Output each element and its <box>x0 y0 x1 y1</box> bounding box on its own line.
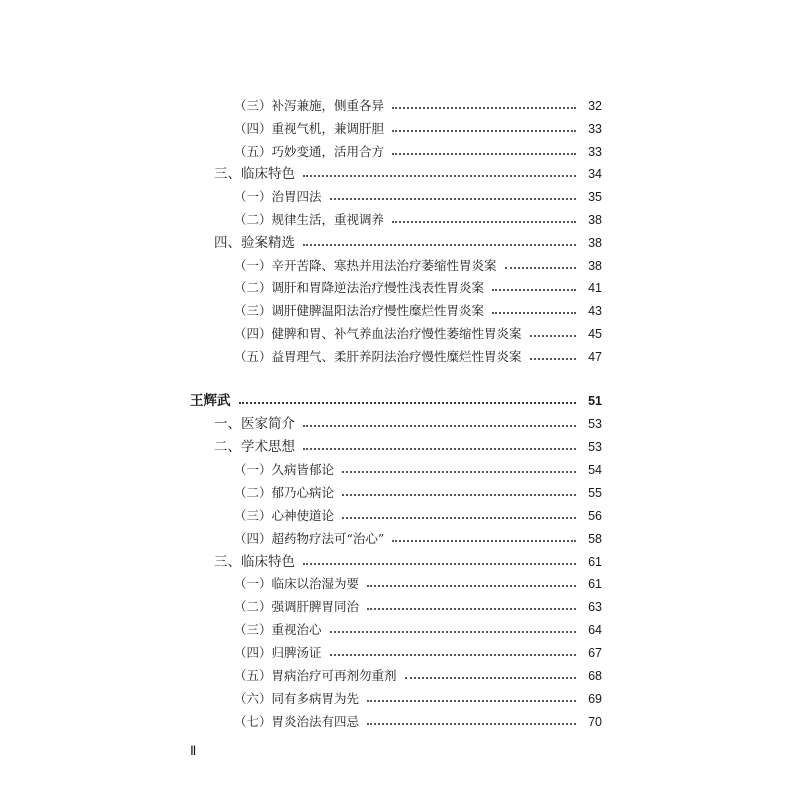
toc-entry-page: 34 <box>588 167 602 181</box>
toc-entry-page: 33 <box>588 122 602 136</box>
toc-entry-page: 69 <box>588 692 602 706</box>
toc-entry-title: （五）胃病治疗可再剂勿重剂 <box>234 668 397 683</box>
toc-entry-title: （二）强调肝脾胃同治 <box>234 599 360 614</box>
toc-entry[interactable] <box>234 574 602 594</box>
leader-dots <box>392 130 576 132</box>
toc-entry-page: 38 <box>588 259 602 273</box>
toc-entry-title: （一）久病皆郁论 <box>234 462 335 477</box>
toc-entry-title: （四）超药物疗法可“治心” <box>234 531 385 546</box>
toc-entry[interactable] <box>234 119 602 139</box>
leader-dots <box>405 677 576 679</box>
toc-entry[interactable] <box>234 256 602 276</box>
leader-dots <box>392 107 576 109</box>
toc-entry[interactable] <box>234 460 602 480</box>
leader-dots <box>392 540 576 542</box>
toc-entry[interactable] <box>234 620 602 640</box>
toc-entry[interactable] <box>234 347 602 367</box>
toc-entry-page: 55 <box>588 486 602 500</box>
toc-entry-title: （七）胃炎治法有四忌 <box>234 714 360 729</box>
toc-entry-page: 43 <box>588 304 602 318</box>
toc-entry[interactable] <box>234 301 602 321</box>
toc-entry[interactable] <box>234 278 602 298</box>
leader-dots <box>367 700 576 702</box>
toc-entry-title: （六）同有多病胃为先 <box>234 691 360 706</box>
toc-entry[interactable] <box>214 552 602 572</box>
toc-entry-title: （一）临床以治湿为要 <box>234 576 360 591</box>
toc-chapter-heading[interactable] <box>190 391 602 411</box>
toc-entry[interactable] <box>214 414 602 434</box>
toc-entry[interactable] <box>234 712 602 732</box>
leader-dots <box>303 563 576 565</box>
toc-entry-title: 二、学术思想 <box>214 439 295 455</box>
toc-entry-page: 33 <box>588 145 602 159</box>
toc-entry-page: 53 <box>588 440 602 454</box>
toc-entry[interactable] <box>234 529 602 549</box>
toc-entry-page: 35 <box>588 190 602 204</box>
toc-entry-title: （一）治胃四法 <box>234 189 322 204</box>
toc-chapter-page: 51 <box>588 394 602 408</box>
toc-entry-page: 41 <box>588 281 602 295</box>
toc-entry-page: 53 <box>588 417 602 431</box>
leader-dots <box>530 358 576 360</box>
leader-dots <box>367 585 576 587</box>
toc-entry-page: 45 <box>588 327 602 341</box>
toc-entry-title: 三、临床特色 <box>214 166 295 182</box>
leader-dots <box>392 153 576 155</box>
leader-dots <box>239 402 577 404</box>
leader-dots <box>330 631 576 633</box>
toc-entry[interactable] <box>234 210 602 230</box>
toc-entry-title: （四）归脾汤证 <box>234 645 322 660</box>
leader-dots <box>303 244 576 246</box>
leader-dots <box>342 517 576 519</box>
toc-entry-page: 56 <box>588 509 602 523</box>
leader-dots <box>303 448 576 450</box>
leader-dots <box>303 175 576 177</box>
toc-entry[interactable] <box>234 643 602 663</box>
leader-dots <box>330 654 576 656</box>
toc-entry[interactable] <box>214 164 602 184</box>
toc-entry-page: 58 <box>588 532 602 546</box>
toc-entry[interactable] <box>234 187 602 207</box>
toc-entry-title: （五）巧妙变通，活用合方 <box>234 144 385 159</box>
leader-dots <box>330 198 576 200</box>
toc-entry[interactable] <box>214 233 602 253</box>
toc-entry[interactable] <box>214 437 602 457</box>
toc-entry-page: 64 <box>588 623 602 637</box>
toc-entry-title: （二）郁乃心病论 <box>234 485 335 500</box>
toc-entry-page: 32 <box>588 99 602 113</box>
toc-chapter-title: 王辉武 <box>190 393 231 408</box>
page-number-footer: Ⅱ <box>190 743 197 758</box>
toc-entry-title: （三）心神使道论 <box>234 508 335 523</box>
toc-entry-title: （二）调肝和胃降逆法治疗慢性浅表性胃炎案 <box>234 280 485 295</box>
toc-entry-page: 47 <box>588 350 602 364</box>
leader-dots <box>530 335 576 337</box>
leader-dots <box>303 425 576 427</box>
toc-entry-page: 38 <box>588 236 602 250</box>
leader-dots <box>492 312 576 314</box>
toc-entry[interactable] <box>234 666 602 686</box>
toc-entry[interactable] <box>234 506 602 526</box>
toc-entry-title: （五）益胃理气、柔肝养阴法治疗慢性糜烂性胃炎案 <box>234 349 522 364</box>
toc-entry-page: 38 <box>588 213 602 227</box>
toc-entry[interactable] <box>234 597 602 617</box>
toc-entry-title: （三）补泻兼施，侧重各异 <box>234 98 385 113</box>
toc-entry[interactable] <box>234 483 602 503</box>
toc-entry[interactable] <box>234 689 602 709</box>
toc-entry-page: 61 <box>588 555 602 569</box>
toc-entry[interactable] <box>234 324 602 344</box>
toc-entry-page: 68 <box>588 669 602 683</box>
leader-dots <box>342 494 576 496</box>
toc-entry-page: 67 <box>588 646 602 660</box>
toc-entry-title: （三）重视治心 <box>234 622 322 637</box>
toc-entry-title: （四）重视气机，兼调肝胆 <box>234 121 385 136</box>
toc-entry[interactable] <box>234 142 602 162</box>
toc-entry-title: （三）调肝健脾温阳法治疗慢性糜烂性胃炎案 <box>234 303 485 318</box>
leader-dots <box>505 267 576 269</box>
toc-entry-page: 61 <box>588 577 602 591</box>
toc-entry-title: 一、医家简介 <box>214 416 295 432</box>
toc-entry-title: 三、临床特色 <box>214 554 295 570</box>
leader-dots <box>367 608 576 610</box>
toc-entry-page: 54 <box>588 463 602 477</box>
leader-dots <box>492 289 576 291</box>
toc-entry-title: （一）辛开苦降、寒热并用法治疗萎缩性胃炎案 <box>234 258 497 273</box>
toc-entry-title: （四）健脾和胃、补气养血法治疗慢性萎缩性胃炎案 <box>234 326 522 341</box>
toc-entry-page: 70 <box>588 715 602 729</box>
toc-entry-title: 四、验案精选 <box>214 235 295 251</box>
leader-dots <box>367 723 576 725</box>
leader-dots <box>392 221 576 223</box>
toc-entry-page: 63 <box>588 600 602 614</box>
leader-dots <box>342 471 576 473</box>
toc-entry-title: （二）规律生活，重视调养 <box>234 212 385 227</box>
toc-entry[interactable] <box>234 96 602 116</box>
